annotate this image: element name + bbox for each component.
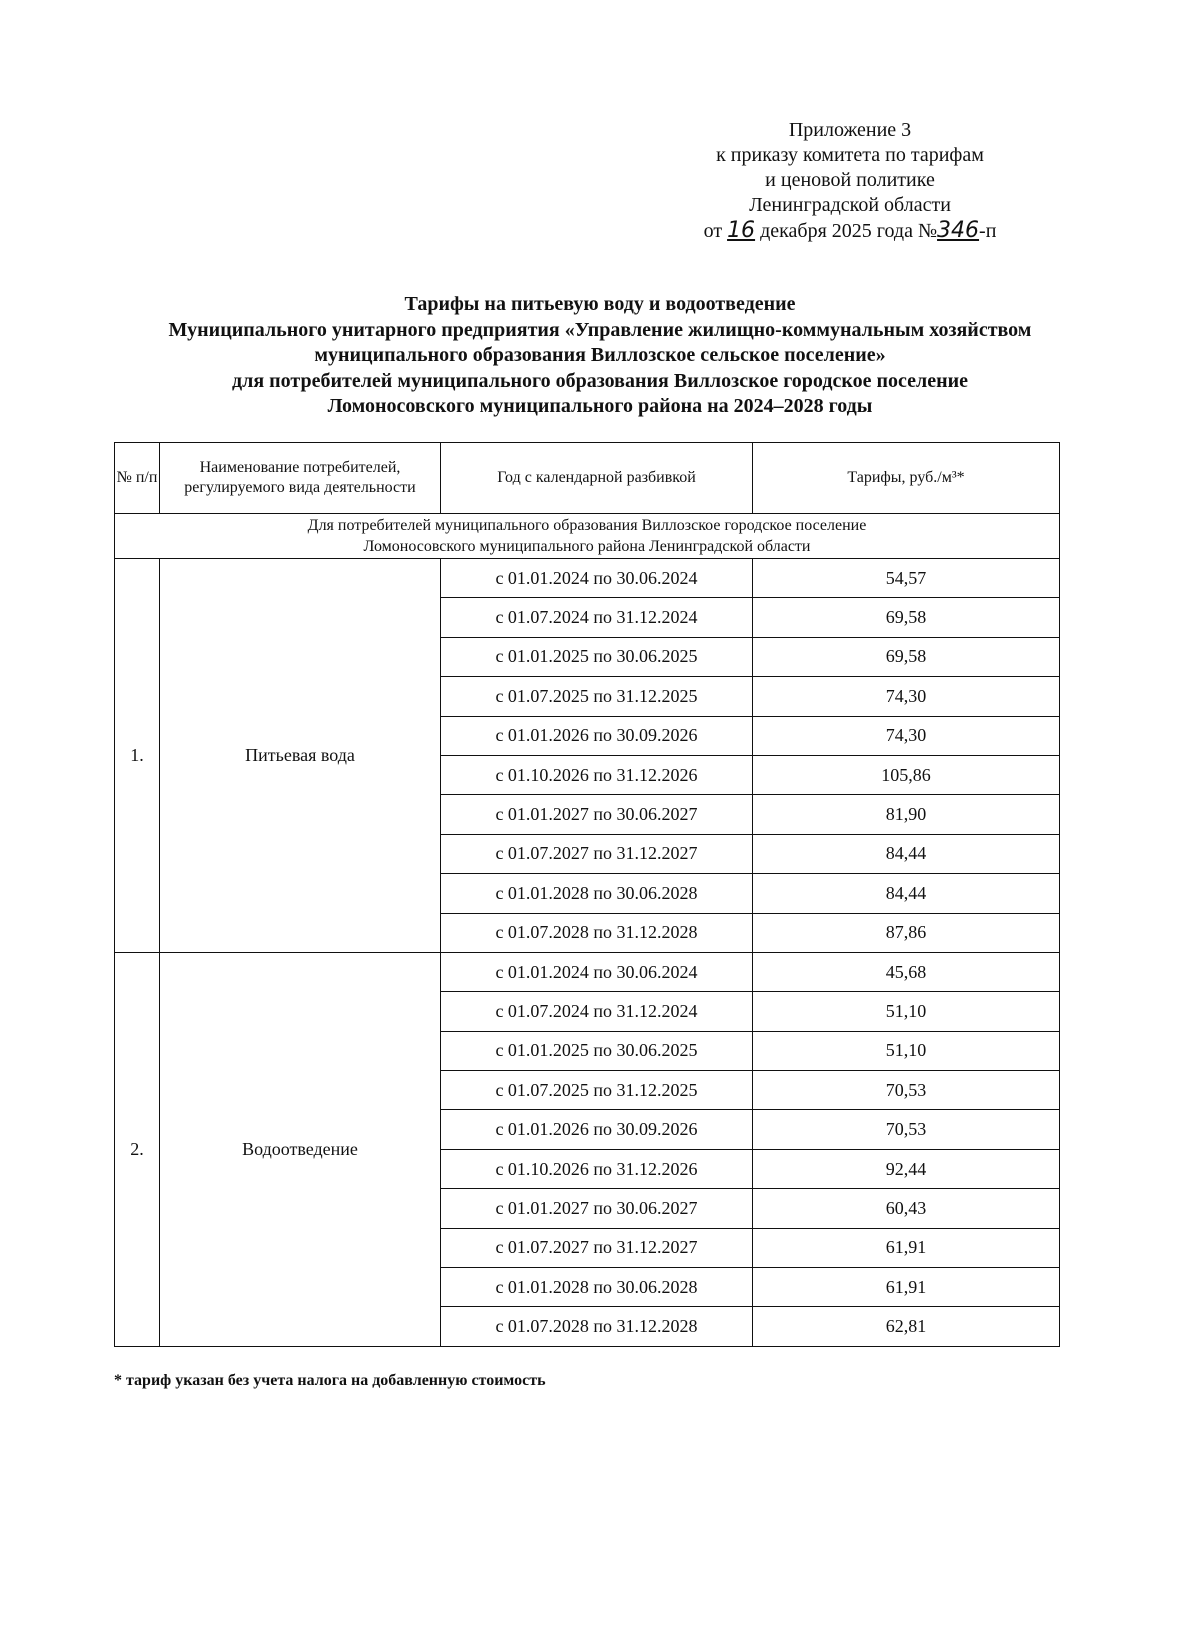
footnote: * тариф указан без учета налога на добавленную стоимость: [114, 1372, 546, 1389]
group-name-cell: Питьевая вода: [160, 559, 441, 953]
order-prefix: от: [703, 220, 723, 242]
tariff-cell: 61,91: [753, 1268, 1060, 1307]
header-name: Наименование потребителей, регулируемого вида деятельности: [160, 443, 441, 514]
order-number: 346: [937, 218, 980, 243]
tariff-cell: 74,30: [753, 677, 1060, 716]
tariff-cell: 105,86: [753, 755, 1060, 794]
tariff-cell: 92,44: [753, 1149, 1060, 1188]
tariff-cell: 51,10: [753, 992, 1060, 1031]
period-cell: с 01.01.2025 по 30.06.2025: [441, 1031, 753, 1070]
table-header-row: [115, 443, 1060, 514]
document-title: [60, 292, 1140, 420]
appendix-line: Ленинградской области: [749, 194, 951, 216]
appendix-line: Приложение 3: [788, 119, 912, 141]
period-cell: с 01.10.2026 по 31.12.2026: [441, 1149, 753, 1188]
tariff-cell: 45,68: [753, 952, 1060, 991]
appendix-line: и ценовой политике: [765, 169, 935, 191]
order-day: 16: [727, 218, 756, 243]
period-cell: с 01.01.2027 по 30.06.2027: [441, 795, 753, 834]
tariff-cell: 81,90: [753, 795, 1060, 834]
tariff-cell: 84,44: [753, 834, 1060, 873]
period-cell: с 01.01.2027 по 30.06.2027: [441, 1189, 753, 1228]
period-cell: с 01.07.2027 по 31.12.2027: [441, 834, 753, 873]
period-cell: с 01.07.2028 по 31.12.2028: [441, 913, 753, 952]
title-line: Ломоносовского муниципального района на 2024–2028 годы: [327, 395, 873, 417]
period-cell: с 01.01.2024 по 30.06.2024: [441, 952, 753, 991]
group-num-cell: 1.: [115, 559, 160, 953]
period-cell: с 01.01.2025 по 30.06.2025: [441, 637, 753, 676]
group-name-cell: Водоотведение: [160, 952, 441, 1346]
order-date-line: [640, 218, 1060, 244]
tariff-cell: 70,53: [753, 1071, 1060, 1110]
tariff-cell: 61,91: [753, 1228, 1060, 1267]
subheader-cell: [115, 514, 1060, 559]
period-cell: с 01.07.2024 по 31.12.2024: [441, 598, 753, 637]
title-line: муниципального образования Виллозское сельское поселение»: [314, 344, 886, 366]
group-num-cell: 2.: [115, 952, 160, 1346]
header-tariff: Тарифы, руб./м³*: [753, 443, 1060, 514]
tariff-cell: 60,43: [753, 1189, 1060, 1228]
order-suffix: -п: [979, 220, 997, 242]
title-line: Тарифы на питьевую воду и водоотведение: [404, 293, 796, 315]
subheader-line: Ломоносовского муниципального района Ленинградской области: [363, 538, 811, 555]
order-date-text: декабря 2025 года №: [760, 220, 938, 242]
period-cell: с 01.01.2026 по 30.09.2026: [441, 716, 753, 755]
tariff-cell: 69,58: [753, 637, 1060, 676]
tariff-cell: 84,44: [753, 874, 1060, 913]
tariff-cell: 62,81: [753, 1307, 1060, 1346]
period-cell: с 01.01.2028 по 30.06.2028: [441, 874, 753, 913]
period-cell: с 01.01.2026 по 30.09.2026: [441, 1110, 753, 1149]
period-cell: с 01.07.2025 по 31.12.2025: [441, 677, 753, 716]
title-line: для потребителей муниципального образования Виллозское городское поселение: [231, 369, 969, 392]
table-row: [115, 952, 1060, 991]
tariff-table: [114, 442, 1060, 1347]
period-cell: с 01.07.2028 по 31.12.2028: [441, 1307, 753, 1346]
period-cell: с 01.07.2025 по 31.12.2025: [441, 1071, 753, 1110]
period-cell: с 01.01.2028 по 30.06.2028: [441, 1268, 753, 1307]
appendix-header: [640, 118, 1060, 244]
period-cell: с 01.01.2024 по 30.06.2024: [441, 559, 753, 598]
tariff-cell: 70,53: [753, 1110, 1060, 1149]
period-cell: с 01.07.2027 по 31.12.2027: [441, 1228, 753, 1267]
table-row: [115, 559, 1060, 598]
period-cell: с 01.07.2024 по 31.12.2024: [441, 992, 753, 1031]
table-subheader-row: [115, 514, 1060, 559]
tariff-cell: 87,86: [753, 913, 1060, 952]
header-period: Год с календарной разбивкой: [441, 443, 753, 514]
tariff-cell: 69,58: [753, 598, 1060, 637]
tariff-cell: 74,30: [753, 716, 1060, 755]
tariff-cell: 54,57: [753, 559, 1060, 598]
subheader-line: Для потребителей муниципального образования Виллозское городское поселение: [307, 517, 867, 534]
header-num: № п/п: [115, 443, 160, 514]
period-cell: с 01.10.2026 по 31.12.2026: [441, 755, 753, 794]
tariff-cell: 51,10: [753, 1031, 1060, 1070]
appendix-line: к приказу комитета по тарифам: [716, 144, 984, 166]
title-line: Муниципального унитарного предприятия «Управление жилищно-коммунальным хозяйством: [168, 318, 1032, 341]
